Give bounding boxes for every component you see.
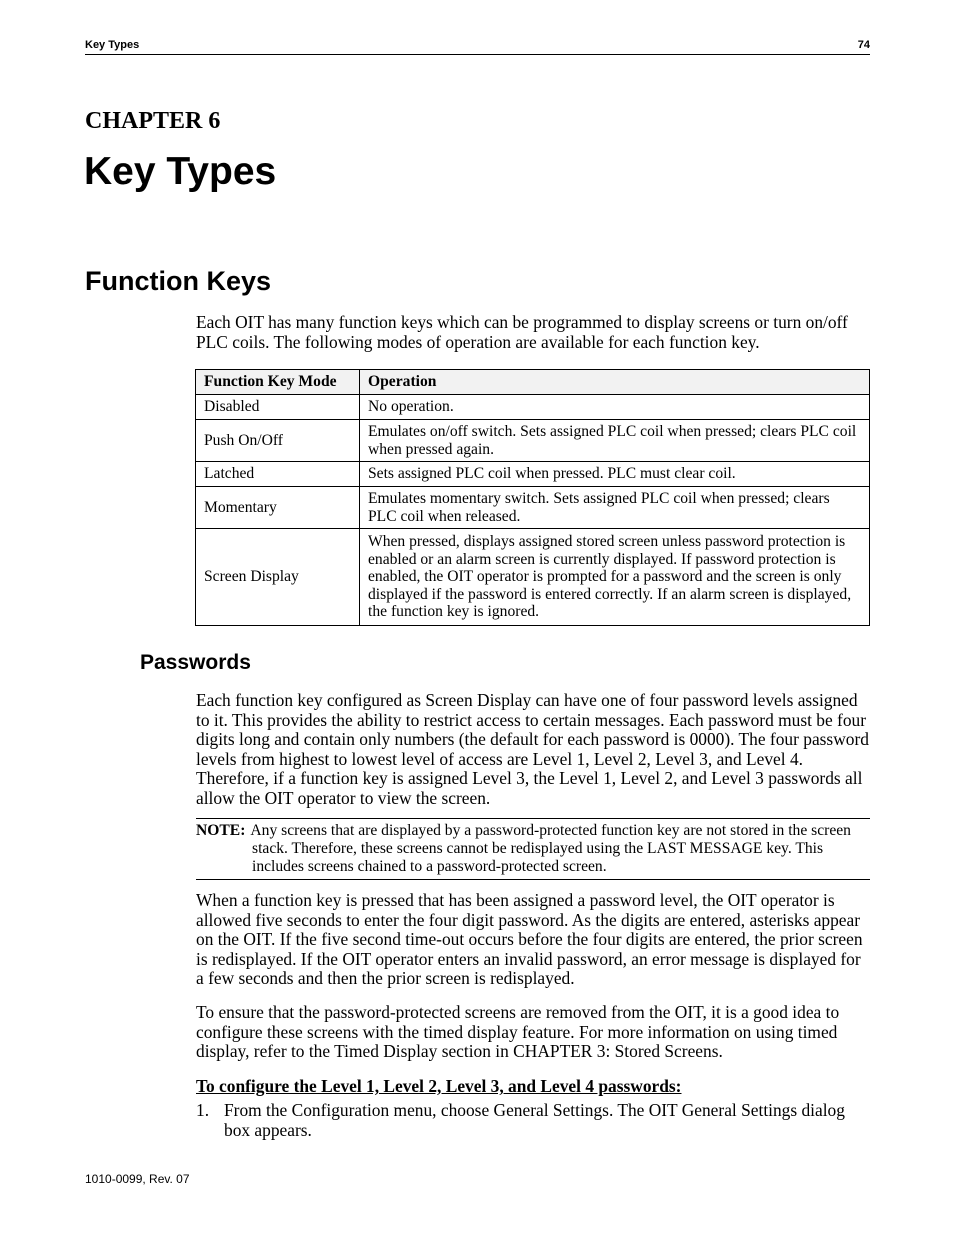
passwords-paragraph-1: Each function key configured as Screen Display can have one of four password levels assigned to it. This provides the ability to restrict access to certain messages. Each password must be four digits long and contain only numbers (the default for each password is 0000). The four password levels from highest to lowest level of access are Level 1, Level 2, Level 3, and Level 4. Therefore, if a function key is assigned Level 3, the Level 1, Level 2, and Level 3 passwords all allow the OIT operator to view the screen. (196, 690, 869, 808)
operation-cell: Emulates on/off switch. Sets assigned PLC coil when pressed; clears PLC coil when pressed again. (360, 420, 870, 462)
header-section-title: Key Types (85, 39, 140, 51)
column-header-operation: Operation (360, 370, 870, 395)
table-header-row (196, 370, 870, 395)
note-label: NOTE: (196, 822, 246, 839)
function-keys-intro: Each OIT has many function keys which can be programmed to display screens or turn on/off PLC coils. The following modes of operation are available for each function key. (196, 312, 848, 352)
note-body (196, 822, 856, 876)
mode-cell: Screen Display (196, 529, 360, 626)
operation-cell: Sets assigned PLC coil when pressed. PLC must clear coil. (360, 462, 870, 487)
note-text: Any screens that are displayed by a password-protected function key are not stored in the screen stack. Therefore, these screens cannot be redisplayed using the LAST MESSAGE key. This includes screens chained to a password-protected screen. (250, 822, 851, 875)
mode-cell: Disabled (196, 395, 360, 420)
section-heading-function-keys: Function Keys (85, 266, 272, 296)
mode-cell: Latched (196, 462, 360, 487)
chapter-label: CHAPTER 6 (85, 108, 221, 134)
table-row (196, 420, 870, 462)
note-box (196, 818, 870, 880)
column-header-mode: Function Key Mode (196, 370, 360, 395)
table-row (196, 462, 870, 487)
page-header (85, 38, 870, 55)
operation-cell: When pressed, displays assigned stored screen unless password protection is enabled or an alarm screen is currently displayed. If password protection is enabled, the OIT operator is prompted for a password and the screen is only displayed if the password is entered correctly. If an alarm screen is displayed, the function key is ignored. (360, 529, 870, 626)
step-number: 1. (196, 1100, 210, 1120)
section-heading-passwords: Passwords (140, 651, 251, 674)
page-footer: 1010-0099, Rev. 07 (85, 1172, 190, 1186)
header-page-number: 74 (857, 39, 870, 51)
procedure-heading: To configure the Level 1, Level 2, Level 3, and Level 4 passwords: (196, 1076, 682, 1096)
passwords-paragraph-3: To ensure that the password-protected screens are removed from the OIT, it is a good idea to configure these screens with the timed display feature. For more information on using timed display, refer to the Timed Display section in CHAPTER 3: Stored Screens. (196, 1002, 840, 1062)
passwords-paragraph-2: When a function key is pressed that has been assigned a password level, the OIT operator is allowed five seconds to enter the four digit password. As the digits are entered, asterisks appear on the OIT. If the five second time-out occurs before the four digits are entered, the prior screen is redisplayed. If the OIT operator enters an invalid password, an error message is displayed for a few seconds and then the prior screen is redisplayed. (196, 890, 863, 989)
table-row (196, 487, 870, 529)
mode-cell: Push On/Off (196, 420, 360, 462)
page-title: Key Types (84, 150, 277, 193)
step-text: From the Configuration menu, choose General Settings. The OIT General Settings dialog box appears. (224, 1100, 845, 1140)
mode-cell: Momentary (196, 487, 360, 529)
operation-cell: Emulates momentary switch. Sets assigned PLC coil when pressed; clears PLC coil when released. (360, 487, 870, 529)
table-row (196, 529, 870, 626)
function-key-modes-table (195, 369, 870, 626)
operation-cell: No operation. (360, 395, 870, 420)
table-row (196, 395, 870, 420)
